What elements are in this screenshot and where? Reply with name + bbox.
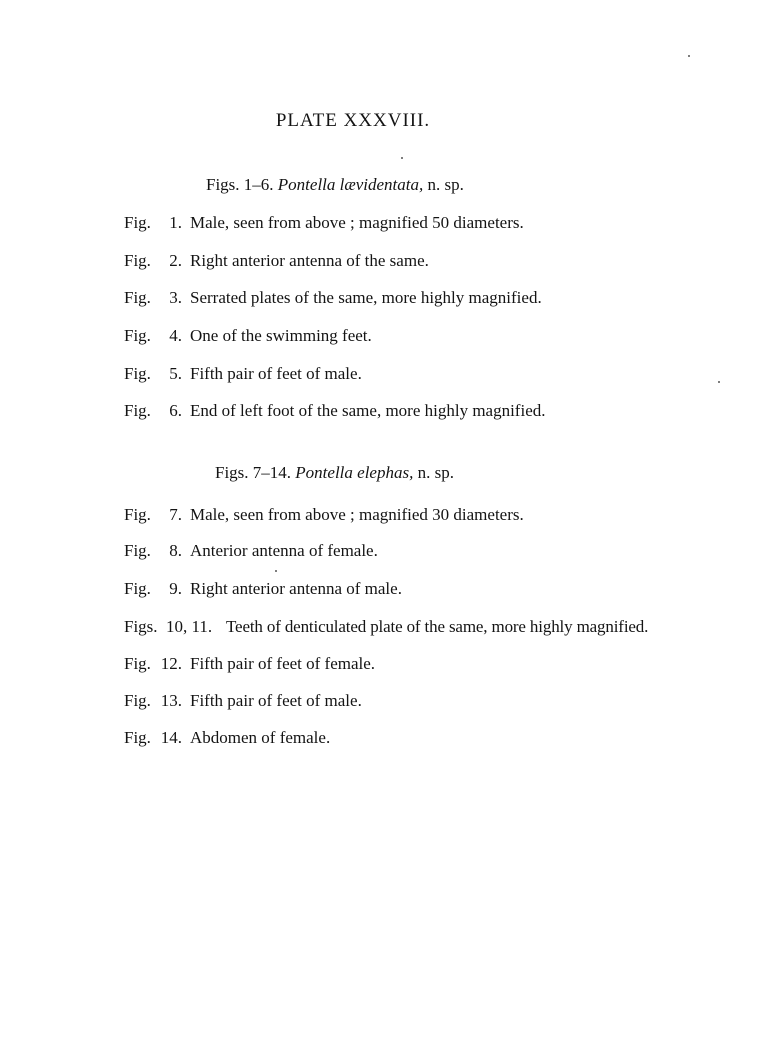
figure-label: Fig. [124, 401, 151, 420]
figure-number: 4. [169, 326, 182, 345]
section-heading-suffix: n. sp. [417, 463, 454, 482]
section-heading-suffix: n. sp. [427, 175, 464, 194]
figure-entry [124, 288, 542, 308]
figure-label: Fig. [124, 326, 151, 345]
figure-entry [124, 326, 372, 346]
figure-number: 13. [160, 691, 182, 710]
figure-number: 12. [160, 654, 182, 673]
figure-label: Fig. [124, 728, 151, 747]
figure-label: Fig. [124, 213, 151, 232]
figure-entry [124, 213, 524, 233]
figure-entry [124, 579, 402, 599]
section-heading-2 [215, 463, 454, 483]
figure-number: 2. [169, 251, 182, 270]
figure-number: 3. [169, 288, 182, 307]
figure-number: 5. [169, 364, 182, 383]
figure-label: Fig. [124, 505, 151, 524]
figure-caption: Abdomen of female. [190, 728, 331, 747]
figure-entry [124, 401, 546, 421]
figure-entry [124, 541, 378, 561]
figure-number: 1. [169, 213, 182, 232]
figure-label: Fig. [124, 288, 151, 307]
scan-speck [401, 157, 403, 159]
plate-title: PLATE XXXVIII. [275, 110, 431, 131]
figure-caption: Fifth pair of feet of male. [190, 691, 362, 710]
scan-speck [688, 55, 690, 57]
figure-label: Fig. [124, 541, 151, 560]
figure-caption: Male, seen from above ; magnified 50 diameters. [190, 213, 524, 232]
figure-caption: Male, seen from above ; magnified 30 diameters. [190, 505, 524, 524]
scan-speck [275, 570, 277, 572]
figure-number: 10, 11. [166, 617, 213, 636]
figure-number: 9. [169, 579, 182, 598]
figure-label: Fig. [124, 251, 151, 270]
figure-entry [124, 728, 330, 748]
figure-caption: One of the swimming feet. [190, 326, 372, 345]
figure-entry [124, 617, 648, 637]
species-name: Pontella elephas, [295, 463, 414, 482]
figure-caption: Anterior antenna of female. [190, 541, 378, 560]
figure-label: Figs. [124, 617, 158, 636]
figure-label: Fig. [124, 579, 151, 598]
figure-caption: Right anterior antenna of the same. [190, 251, 429, 270]
figure-label: Fig. [124, 691, 151, 710]
figure-number: 8. [169, 541, 182, 560]
figure-caption: End of left foot of the same, more highly magnified. [190, 401, 546, 420]
figure-entry [124, 251, 429, 271]
figure-number: 6. [169, 401, 182, 420]
figure-entry [124, 505, 524, 525]
figure-caption: Fifth pair of feet of male. [190, 364, 362, 383]
species-name: Pontella lævidentata, [277, 175, 424, 194]
section-heading-1 [206, 175, 464, 195]
figure-caption: Fifth pair of feet of female. [190, 654, 376, 673]
figure-caption: Teeth of denticulated plate of the same, more highly magnified. [226, 617, 649, 636]
figure-caption: Serrated plates of the same, more highly magnified. [190, 288, 542, 307]
figure-entry [124, 654, 375, 674]
figure-caption: Right anterior antenna of male. [190, 579, 402, 598]
scan-speck [718, 381, 720, 383]
figure-number: 7. [169, 505, 182, 524]
figure-label: Fig. [124, 364, 151, 383]
figure-number: 14. [160, 728, 182, 747]
figure-entry [124, 691, 362, 711]
figure-label: Fig. [124, 654, 151, 673]
figure-entry [124, 364, 362, 384]
section-heading-prefix: Figs. 7–14. [215, 463, 292, 482]
section-heading-prefix: Figs. 1–6. [206, 175, 274, 194]
